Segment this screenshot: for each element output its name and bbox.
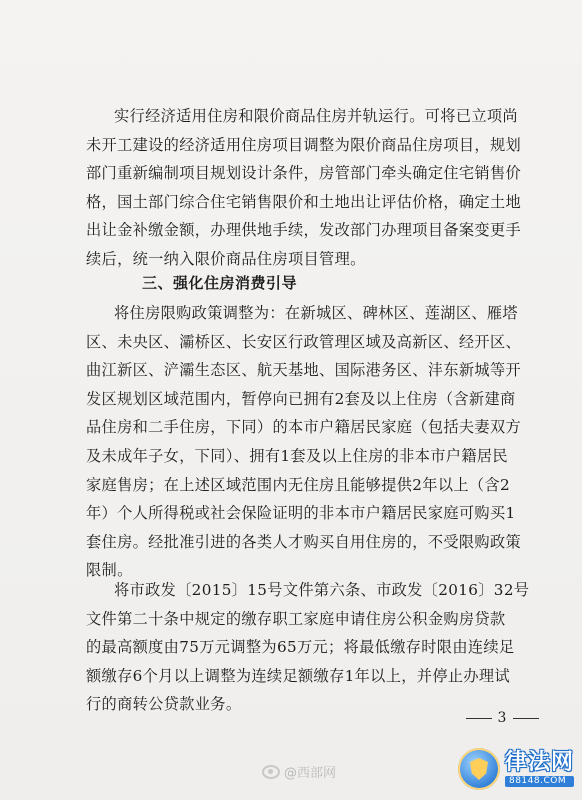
paragraph-line: 额缴存6个月以上调整为连续足额缴存1年以上，并停止办理试 [86,666,511,685]
paragraph-line: 部门重新编制项目规划设计条件，房管部门牵头确定住宅销售价 [86,164,522,183]
dash-left [466,718,492,719]
paragraph-line: 行的商转公贷款业务。 [86,695,242,714]
paragraph-line: 未开工建设的经济适用住房项目调整为限价商品住房项目，规划 [86,135,522,154]
paragraph-line: 品住房和二手住房，下同）的本市户籍居民家庭（包括夫妻双方 [86,418,522,437]
paragraph-line: 年）个人所得税或社会保险证明的非本市户籍居民家庭可购买1 [86,504,516,523]
page-number [466,710,539,726]
paragraph-line: 将住房限购政策调整为：在新城区、碑林区、莲湖区、雁塔 [114,304,518,322]
paragraph-line: 实行经济适用住房和限价商品住房并轨运行。可将已立项尚 [114,107,518,125]
dash-right [513,718,539,719]
paragraph-2 [86,299,558,585]
page-number-value: 3 [497,710,508,726]
paragraph-line: 区、未央区、灞桥区、长安区行政管理区域及高新区、经开区、 [86,332,522,351]
paragraph-line: 曲江新区、浐灞生态区、航天基地、国际港务区、沣东新城等开 [86,361,522,380]
paragraph-line: 将市政发〔2015〕15号文件第六条、市政发〔2016〕32号 [114,581,530,599]
paragraph-line: 续后，统一纳入限价商品住房项目管理。 [86,249,366,268]
paragraph-line: 出让金补缴金额，办理供地手续，发改部门办理项目备案变更手 [86,221,522,240]
paragraph-line: 的最高额度由75万元调整为65万元；将最低缴存时限由连续足 [86,638,515,657]
paragraph-line: 发区规划区域范围内，暂停向已拥有2套及以上住房（含新建商 [86,389,516,408]
paragraph-line: 文件第二十条中规定的缴存职工家庭申请住房公积金购房贷款 [86,609,506,628]
paragraph-line: 限制。 [86,561,133,580]
weibo-icon [262,765,280,779]
site-url: 88148.COM [505,776,574,787]
site-watermark [458,748,574,790]
weibo-account: @西部网 [284,766,337,781]
site-name: 律法网 [504,749,574,775]
paragraph-line: 格，国土部门综合住宅销售限价和土地出让评估价格，确定土地 [86,192,522,211]
paragraph-3 [86,576,558,719]
shield-logo-icon [458,748,500,790]
paragraph-line: 及未成年子女，下同）、拥有1套及以上住房的非本市户籍居民 [86,446,508,465]
weibo-watermark [262,762,336,781]
paragraph-line: 套住房。经批准引进的各类人才购买自用住房的，不受限购政策 [86,532,522,551]
paragraph-1 [86,102,558,274]
section-heading: 三、强化住房消费引导 [142,274,298,292]
paragraph-line: 家庭售房；在上述区域范围内无住房且能够提供2年以上（含2 [86,475,511,494]
